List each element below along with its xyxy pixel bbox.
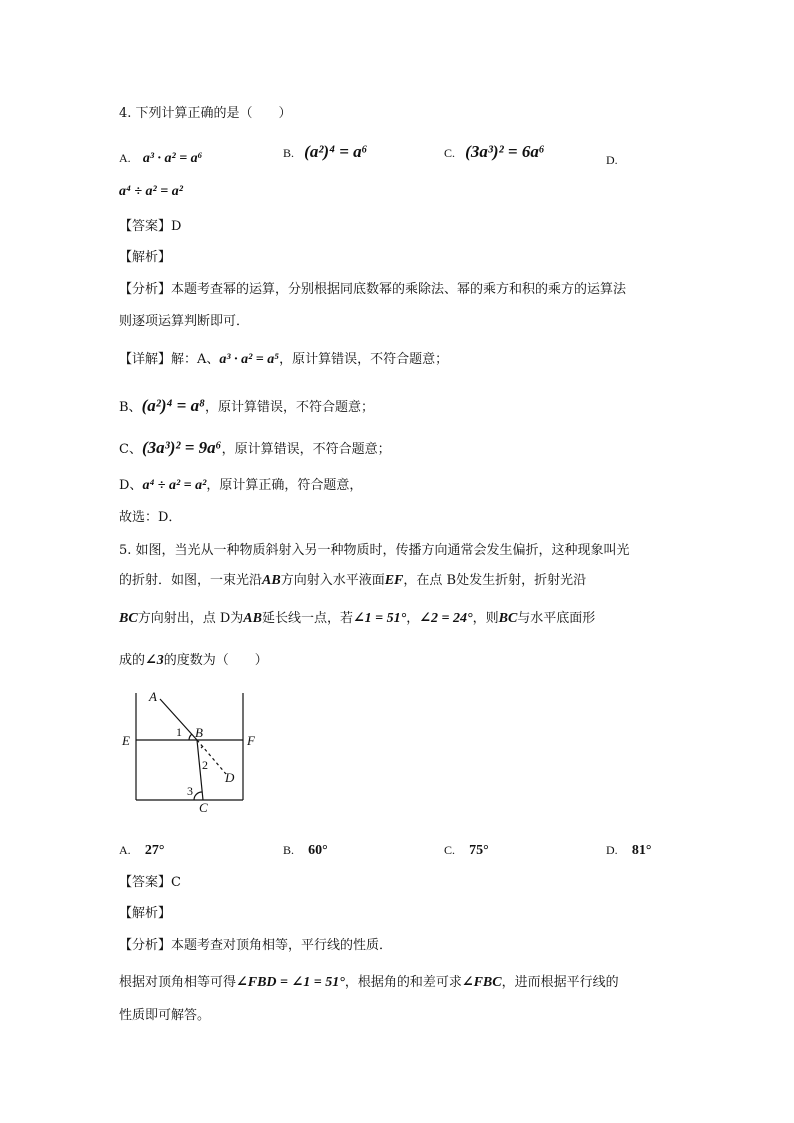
refraction-figure — [115, 685, 265, 815]
q4-detail-a-expr: a³ · a² = a⁵ — [219, 352, 280, 367]
q5-analysis-line2: 根据对顶角相等可得∠FBD = ∠1 = 51°，根据角的和差可求∠FBC，进而根据平行线的 — [119, 975, 619, 990]
label-e: E — [122, 733, 130, 748]
label-angle-3: 3 — [187, 784, 193, 798]
label-angle-1: 1 — [176, 725, 182, 739]
q5-stem-line4: 成的∠3的度数为（ ） — [119, 653, 268, 668]
angle-2-arc — [201, 746, 203, 748]
q5-option-a: A. 27° — [119, 843, 165, 858]
q4-option-a — [119, 148, 203, 169]
q5-option-b: B. 60° — [283, 843, 328, 858]
q5-option-d: D. 81° — [606, 843, 652, 858]
q5-analysis-line3: 性质即可解答。 — [119, 1008, 211, 1023]
label-c: C — [199, 800, 208, 815]
q4-stem: 4. 下列计算正确的是（ ） — [119, 106, 292, 121]
q5-stem-line2: 的折射．如图，一束光沿AB方向射入水平液面EF，在点 B处发生折射，折射光沿 — [119, 573, 587, 588]
q5-option-c: C. 75° — [444, 843, 489, 858]
q4-option-c-label: C. — [444, 146, 456, 160]
q4-detail-d: D、a⁴ ÷ a² = a²，原计算正确，符合题意， — [119, 478, 363, 493]
q4-analysis-line2: 则逐项运算判断即可． — [119, 314, 250, 329]
q4-detail-b: B、(a²)⁴ = a⁸，原计算错误，不符合题意； — [119, 396, 375, 415]
label-angle-2: 2 — [202, 758, 208, 772]
q4-detail-b-expr: (a²)⁴ = a⁸ — [141, 396, 205, 415]
q4-option-b-label: B. — [283, 146, 295, 160]
q4-detail-d-expr: a⁴ ÷ a² = a² — [142, 478, 207, 493]
q4-option-d-expr: a⁴ ÷ a² = a² — [119, 184, 183, 199]
label-d: D — [225, 770, 235, 785]
q5-analysis-title: 【解析】 — [119, 906, 172, 921]
label-a: A — [149, 689, 157, 704]
q4-analysis-title: 【解析】 — [119, 250, 172, 265]
q4-analysis-line1: 【分析】本题考查幂的运算，分别根据同底数幂的乘除法、幂的乘方和积的乘方的运算法 — [119, 282, 627, 297]
label-b: B — [195, 725, 203, 740]
q4-option-a-label: A. — [119, 151, 131, 165]
q4-option-c — [444, 142, 545, 164]
q4-option-c-expr: (3a³)² = 6a⁶ — [465, 142, 545, 161]
q5-stem-line1: 5. 如图，当光从一种物质斜射入另一种物质时，传播方向通常会发生偏折，这种现象叫光 — [119, 543, 630, 558]
angle-1-arc — [189, 734, 192, 740]
q4-detail-c: C、(3a³)² = 9a⁶，原计算错误，不符合题意； — [119, 438, 391, 457]
label-f: F — [247, 733, 255, 748]
q4-detail-c-expr: (3a³)² = 9a⁶ — [141, 438, 222, 457]
q4-conclusion: 故选：D． — [119, 510, 182, 525]
q5-analysis-line1: 【分析】本题考查对顶角相等，平行线的性质． — [119, 938, 393, 953]
q4-option-d-label: D. — [606, 153, 618, 167]
q5-stem-line3: BC方向射出，点 D为AB延长线一点，若∠1 = 51°，∠2 = 24°，则BC与水平底面形 — [119, 611, 596, 626]
q4-option-a-expr: a³ · a² = a⁶ — [142, 151, 203, 166]
angle-3-arc — [194, 792, 202, 800]
q4-answer: 【答案】D — [119, 219, 182, 234]
q4-detail-a: 【详解】解：A、a³ · a² = a⁵，原计算错误，不符合题意； — [119, 352, 449, 367]
q4-option-b-expr: (a²)⁴ = a⁶ — [304, 142, 368, 161]
q5-answer: 【答案】C — [119, 875, 181, 890]
q4-option-b — [283, 142, 368, 164]
